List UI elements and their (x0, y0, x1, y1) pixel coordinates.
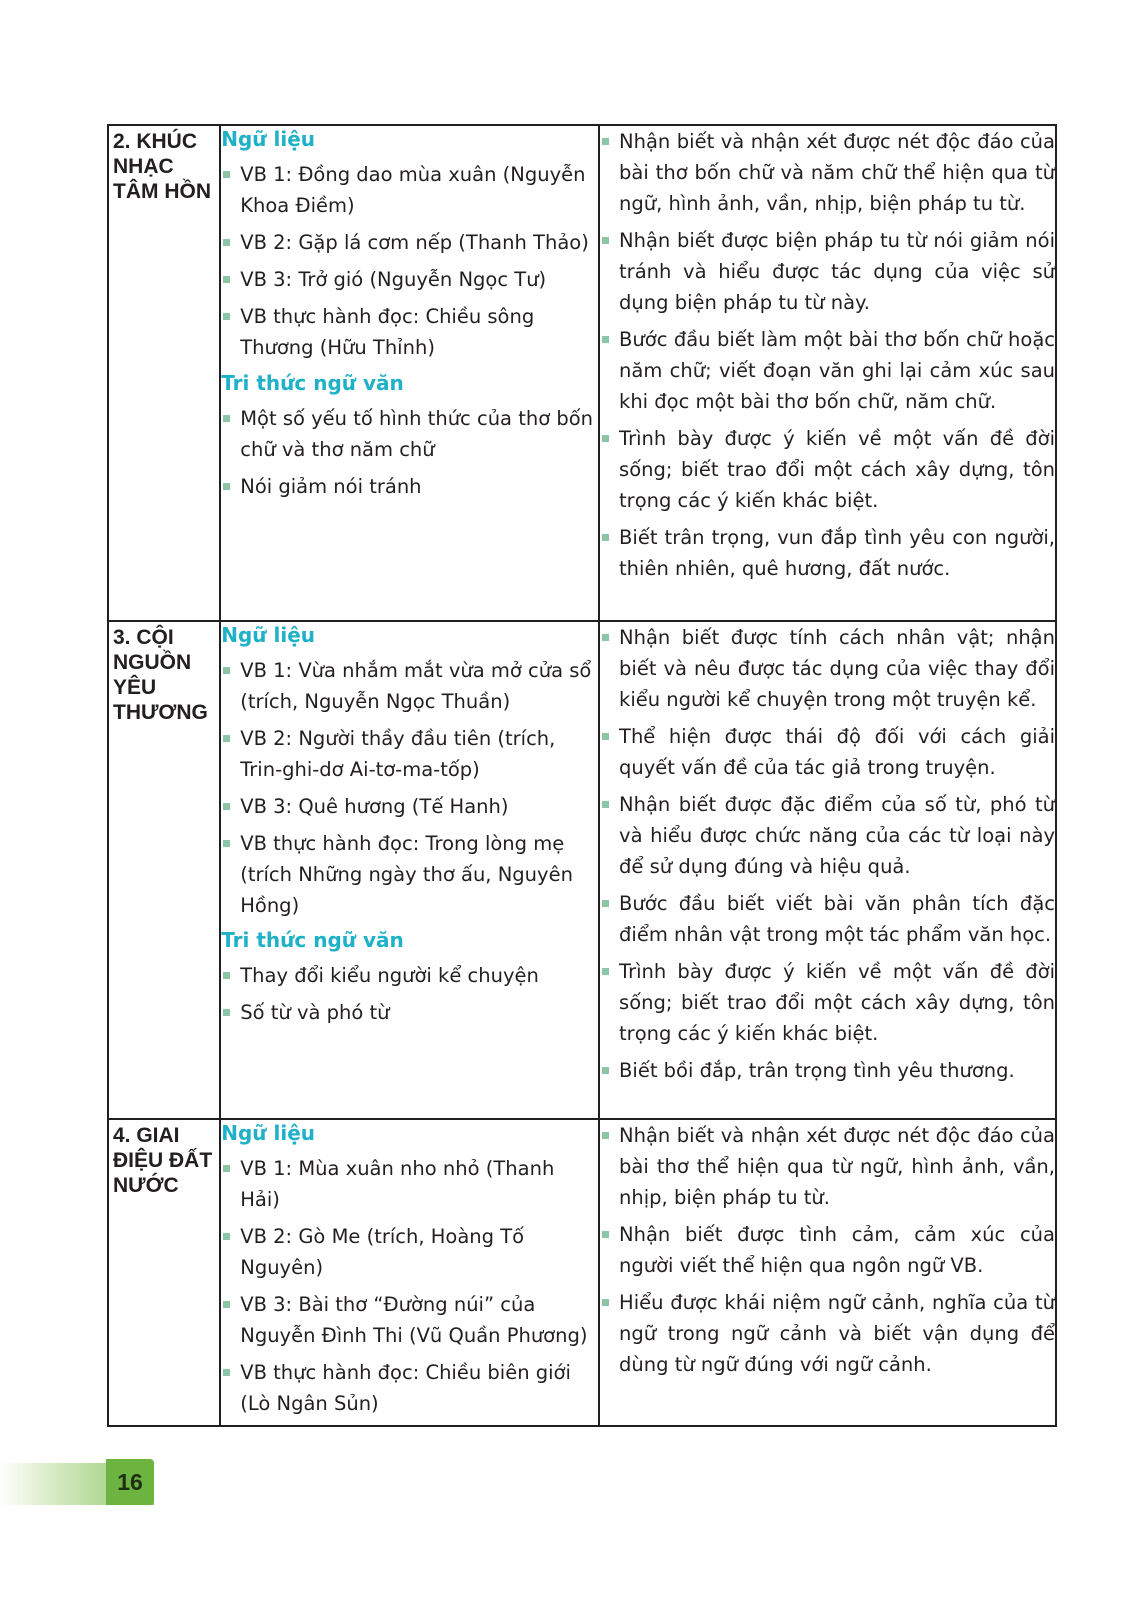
list-item-text: Nhận biết và nhận xét được nét độc đáo của bài thơ bốn chữ và năm chữ thể hiện qua từ ngữ, hình ảnh, vần, nhịp, biện pháp tu từ. (619, 130, 1055, 215)
list-item-text: VB 3: Trở gió (Nguyễn Ngọc Tư) (240, 268, 547, 291)
list-item-text: Trình bày được ý kiến về một vấn đề đời sống; biết trao đổi một cách xây dựng, tôn trọng các ý kiến khác biệt. (619, 960, 1055, 1045)
unit-title: 2. KHÚC NHẠC TÂM HỒN (113, 130, 211, 203)
section-heading: Tri thức ngữ văn (221, 928, 404, 952)
section-heading: Tri thức ngữ văn (221, 371, 404, 395)
list-item (221, 1357, 598, 1419)
unit-row (108, 621, 1056, 1119)
list-item-text: VB 1: Vừa nhắm mắt vừa mở cửa sổ (trích, Nguyễn Ngọc Thuần) (240, 659, 592, 713)
bullet-icon (602, 733, 609, 740)
list-item (221, 723, 598, 785)
list-item (600, 1287, 1055, 1380)
list-item-text: Số từ và phó từ (240, 1001, 390, 1024)
bullet-icon (223, 1301, 230, 1308)
list-item (221, 159, 598, 221)
bullet-icon (602, 1132, 609, 1139)
list-item (600, 1055, 1055, 1086)
bullet-icon (223, 972, 230, 979)
list-item (221, 264, 598, 295)
curriculum-table (107, 124, 1057, 1427)
bullet-icon (223, 840, 230, 847)
bullet-icon (223, 1165, 230, 1172)
bullet-icon (602, 237, 609, 244)
list-item-text: VB thực hành đọc: Trong lòng mẹ (trích Những ngày thơ ấu, Nguyên Hồng) (240, 832, 573, 917)
list-item-text: Nói giảm nói tránh (240, 475, 422, 498)
list-item (221, 1221, 598, 1283)
list-item-text: VB 2: Gò Me (trích, Hoàng Tố Nguyên) (240, 1225, 525, 1279)
list-item-text: Bước đầu biết viết bài văn phân tích đặc điểm nhân vật trong một tác phẩm văn học. (619, 892, 1055, 946)
unit-title: 3. CỘI NGUỒN YÊU THƯƠNG (113, 626, 208, 724)
bullet-icon (223, 1009, 230, 1016)
list-item-text: Trình bày được ý kiến về một vấn đề đời sống; biết trao đổi một cách xây dựng, tôn trọng các ý kiến khác biệt. (619, 427, 1055, 512)
content-cell (220, 621, 599, 1119)
list-item-text: Biết bồi đắp, trân trọng tình yêu thương. (619, 1059, 1015, 1082)
list-item (600, 423, 1055, 516)
requirements-cell (599, 1119, 1056, 1426)
requirements-list (600, 622, 1055, 1086)
list-item-text: VB thực hành đọc: Chiều biên giới (Lò Ngân Sủn) (240, 1361, 571, 1415)
list-item-text: VB 3: Bài thơ “Đường núi” của Nguyễn Đình Thi (Vũ Quần Phương) (240, 1293, 588, 1347)
list-item-text: Thay đổi kiểu người kể chuyện (240, 964, 539, 987)
list-item-text: VB 2: Người thầy đầu tiên (trích, Trin-ghi-dơ Ai-tơ-ma-tốp) (240, 727, 556, 781)
list-item (221, 791, 598, 822)
list-item (600, 225, 1055, 318)
list-item (600, 1120, 1055, 1213)
bullet-icon (602, 968, 609, 975)
list-item (600, 324, 1055, 417)
content-cell (220, 125, 599, 621)
bullet-icon (602, 801, 609, 808)
list-item (600, 522, 1055, 584)
list-item-text: VB 1: Đồng dao mùa xuân (Nguyễn Khoa Điềm) (240, 163, 586, 217)
unit-title: 4. GIAI ĐIỆU ĐẤT NƯỚC (113, 1124, 213, 1197)
list-item (600, 956, 1055, 1049)
bullet-icon (223, 1369, 230, 1376)
requirements-list (600, 1120, 1055, 1380)
material-list (221, 655, 598, 921)
bullet-icon (223, 415, 230, 422)
unit-row (108, 1119, 1056, 1426)
bullet-icon (223, 239, 230, 246)
page-number: 16 (117, 1469, 143, 1495)
list-item (221, 655, 598, 717)
list-item-text: Biết trân trọng, vun đắp tình yêu con người, thiên nhiên, quê hương, đất nước. (619, 526, 1055, 580)
list-item (221, 997, 598, 1028)
list-item-text: Nhận biết được tình cảm, cảm xúc của người viết thể hiện qua ngôn ngữ VB. (619, 1223, 1055, 1277)
list-item (221, 1289, 598, 1351)
list-item-text: Nhận biết được tính cách nhân vật; nhận biết và nêu được tác dụng của việc thay đổi kiểu người kể chuyện trong một truyện kể. (619, 626, 1055, 711)
bullet-icon (602, 138, 609, 145)
list-item (600, 789, 1055, 882)
material-list (221, 159, 598, 363)
list-item (600, 721, 1055, 783)
unit-title-cell (108, 621, 220, 1119)
material-list (221, 1153, 598, 1419)
bullet-icon (223, 667, 230, 674)
list-item-text: Bước đầu biết làm một bài thơ bốn chữ hoặc năm chữ; viết đoạn văn ghi lại cảm xúc sau khi đọc một bài thơ bốn chữ, năm chữ. (619, 328, 1055, 413)
list-item-text: VB 2: Gặp lá cơm nếp (Thanh Thảo) (240, 231, 589, 254)
bullet-icon (602, 1067, 609, 1074)
list-item (221, 828, 598, 921)
bullet-icon (602, 435, 609, 442)
bullet-icon (602, 900, 609, 907)
bullet-icon (602, 534, 609, 541)
bullet-icon (223, 171, 230, 178)
bullet-icon (223, 1233, 230, 1240)
section-heading: Ngữ liệu (221, 127, 316, 151)
bullet-icon (602, 1231, 609, 1238)
unit-title-cell (108, 1119, 220, 1426)
list-item (221, 471, 598, 502)
bullet-icon (223, 735, 230, 742)
list-item-text: VB 1: Mùa xuân nho nhỏ (Thanh Hải) (240, 1157, 555, 1211)
list-item (600, 1219, 1055, 1281)
list-item-text: Nhận biết và nhận xét được nét độc đáo của bài thơ thể hiện qua từ ngữ, hình ảnh, vần, nhịp, biện pháp tu từ. (619, 1124, 1055, 1209)
list-item (221, 1153, 598, 1215)
section-heading: Ngữ liệu (221, 623, 316, 647)
unit-title-cell (108, 125, 220, 621)
bullet-icon (223, 276, 230, 283)
list-item (221, 227, 598, 258)
bullet-icon (602, 1299, 609, 1306)
requirements-list (600, 126, 1055, 584)
knowledge-list (221, 403, 598, 502)
bullet-icon (223, 803, 230, 810)
list-item-text: VB 3: Quê hương (Tế Hanh) (240, 795, 509, 818)
list-item-text: Một số yếu tố hình thức của thơ bốn chữ và thơ năm chữ (240, 407, 593, 461)
bullet-icon (602, 336, 609, 343)
content-cell (220, 1119, 599, 1426)
list-item-text: Thể hiện được thái độ đối với cách giải quyết vấn đề của tác giả trong truyện. (619, 725, 1055, 779)
list-item (221, 301, 598, 363)
requirements-cell (599, 621, 1056, 1119)
list-item (221, 960, 598, 991)
requirements-cell (599, 125, 1056, 621)
section-heading: Ngữ liệu (221, 1121, 316, 1145)
list-item-text: Hiểu được khái niệm ngữ cảnh, nghĩa của từ ngữ trong ngữ cảnh và biết vận dụng để dùng từ ngữ đúng với ngữ cảnh. (619, 1291, 1055, 1376)
bullet-icon (223, 483, 230, 490)
unit-row (108, 125, 1056, 621)
list-item (221, 403, 598, 465)
bullet-icon (602, 634, 609, 641)
knowledge-list (221, 960, 598, 1028)
list-item (600, 888, 1055, 950)
bullet-icon (223, 313, 230, 320)
list-item (600, 622, 1055, 715)
list-item-text: VB thực hành đọc: Chiều sông Thương (Hữu Thỉnh) (240, 305, 535, 359)
list-item (600, 126, 1055, 219)
list-item-text: Nhận biết được biện pháp tu từ nói giảm nói tránh và hiểu được tác dụng của việc sử dụng biện pháp tu từ này. (619, 229, 1055, 314)
list-item-text: Nhận biết được đặc điểm của số từ, phó từ và hiểu được chức năng của các từ loại này để sử dụng đúng và hiệu quả. (619, 793, 1055, 878)
